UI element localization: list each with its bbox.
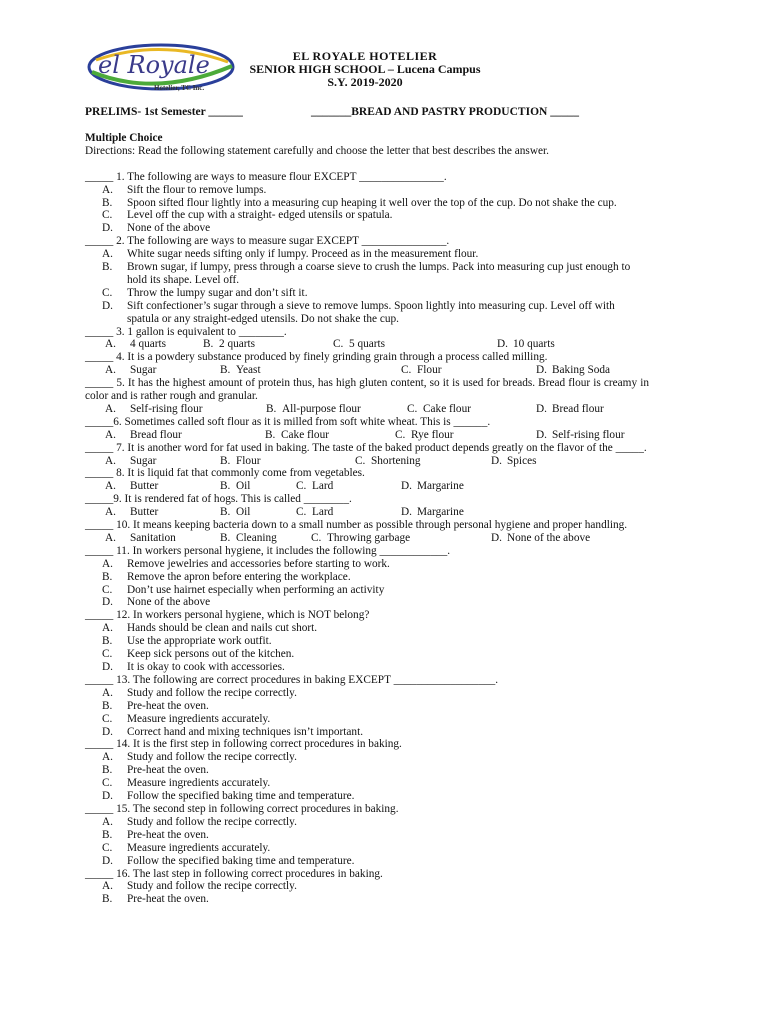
option-text: Butter	[130, 480, 159, 493]
option-item	[85, 248, 649, 261]
option-row	[85, 364, 649, 377]
option-letter: B.	[102, 570, 113, 583]
option-item	[85, 829, 649, 842]
option-text: Rye flour	[411, 428, 454, 441]
option-item	[85, 300, 649, 326]
option-item	[85, 571, 649, 584]
option-letter: B.	[220, 506, 231, 519]
option-text: Bread flour	[552, 402, 604, 415]
option-letter: A.	[102, 557, 113, 570]
question-text: _____ 5. It has the highest amount of protein thus, has high gluten content, so it is used for breads. Bread flour is creamy in color and is rather rough and granular.	[85, 377, 649, 403]
option-letter: D.	[102, 596, 113, 609]
option-text: Study and follow the recipe correctly.	[127, 815, 297, 828]
option-text: Flour	[236, 454, 261, 467]
option-letter: D.	[102, 790, 113, 803]
option-letter: C.	[102, 841, 113, 854]
option-text: 10 quarts	[513, 338, 555, 351]
question-text: _____ 13. The following are correct procedures in baking EXCEPT __________________.	[85, 673, 499, 686]
option-item	[85, 622, 649, 635]
option-text: Follow the specified baking time and temperature.	[127, 854, 355, 867]
option-item	[85, 726, 649, 739]
option-letter: C.	[311, 531, 322, 544]
option-text: Cake flour	[423, 402, 471, 415]
option-item	[85, 197, 649, 210]
question-item	[85, 803, 649, 868]
option-item	[85, 687, 649, 700]
question-item	[85, 351, 649, 377]
option-text: Self-rising flour	[130, 402, 203, 415]
option-letter: D.	[536, 428, 547, 441]
option-text: Study and follow the recipe correctly.	[127, 751, 297, 764]
spacer	[85, 158, 649, 171]
option-item	[85, 222, 649, 235]
school-year: S.Y. 2019-2020	[327, 75, 403, 89]
option-text: Throw the lumpy sugar and don’t sift it.	[127, 286, 308, 299]
option-text: 2 quarts	[219, 338, 256, 351]
option-item	[85, 648, 649, 661]
question-text: _____ 16. The last step in following correct procedures in baking.	[85, 867, 383, 880]
option-text: None of the above	[507, 531, 591, 544]
question-item	[85, 416, 649, 442]
option-letter: C.	[401, 364, 412, 377]
option-item	[85, 893, 649, 906]
option-letter: A.	[102, 622, 113, 635]
option-item	[85, 713, 649, 726]
option-letter: B.	[102, 196, 113, 209]
option-text: Baking Soda	[552, 364, 611, 377]
option-letter: B.	[265, 428, 276, 441]
option-letter: A.	[105, 480, 116, 493]
option-letter: A.	[102, 815, 113, 828]
option-text: Sugar	[130, 454, 157, 467]
option-letter: D.	[102, 299, 113, 312]
option-text: Margarine	[417, 480, 464, 493]
option-letter: A.	[105, 506, 116, 519]
option-letter: B.	[102, 699, 113, 712]
option-item	[85, 880, 649, 893]
exam-body	[85, 132, 649, 906]
option-letter: D.	[102, 725, 113, 738]
option-text: Lard	[312, 480, 334, 493]
option-letter: B.	[102, 893, 113, 906]
option-letter: D.	[401, 506, 412, 519]
option-letter: A.	[102, 183, 113, 196]
option-letter: B.	[220, 480, 231, 493]
option-letter: D.	[401, 480, 412, 493]
option-letter: C.	[102, 286, 113, 299]
option-letter: C.	[102, 712, 113, 725]
question-text: _____ 15. The second step in following correct procedures in baking.	[85, 802, 399, 815]
option-text: Brown sugar, if lumpy, press through a coarse sieve to crush the lumps. Pack into measuring cup just enough to hold its shape. Level off.	[127, 261, 631, 286]
option-item	[85, 661, 649, 674]
option-text: Measure ingredients accurately.	[127, 777, 271, 790]
option-letter: C.	[296, 506, 307, 519]
question-text: _____ 4. It is a powdery substance produced by finely grinding grain through a process called milling.	[85, 351, 548, 364]
question-item	[85, 674, 649, 739]
option-text: Sugar	[130, 364, 157, 377]
question-item	[85, 519, 649, 545]
option-letter: A.	[105, 428, 116, 441]
option-item	[85, 209, 649, 222]
option-text: Butter	[130, 506, 159, 519]
option-letter: A.	[105, 338, 116, 351]
option-item	[85, 790, 649, 803]
option-text: Measure ingredients accurately.	[127, 712, 271, 725]
option-item	[85, 700, 649, 713]
option-row	[85, 338, 649, 351]
question-text: _____ 1. The following are ways to measure flour EXCEPT _______________.	[85, 170, 447, 183]
campus-name: SENIOR HIGH SCHOOL – Lucena Campus	[249, 62, 481, 76]
option-text: White sugar needs sifting only if lumpy. Proceed as in the measurement flour.	[127, 248, 479, 261]
section-title: Multiple Choice	[85, 132, 163, 144]
option-letter: C.	[333, 338, 344, 351]
option-text: Throwing garbage	[327, 531, 411, 544]
option-item	[85, 777, 649, 790]
option-item	[85, 584, 649, 597]
question-item	[85, 738, 649, 803]
option-text: Sanitation	[130, 531, 176, 544]
school-header	[200, 50, 530, 89]
option-item	[85, 764, 649, 777]
question-item	[85, 442, 649, 468]
option-letter: D.	[491, 531, 502, 544]
option-letter: D.	[102, 222, 113, 235]
option-item	[85, 842, 649, 855]
option-text: It is okay to cook with accessories.	[127, 661, 285, 674]
question-item	[85, 609, 649, 674]
option-text: Pre-heat the oven.	[127, 764, 209, 777]
school-name: EL ROYALE HOTELIER	[292, 49, 438, 63]
option-text: Spoon sifted flour lightly into a measuring cup heaping it well over the top of the cup. Do not shake the cup.	[127, 196, 617, 209]
option-letter: B.	[220, 364, 231, 377]
option-item	[85, 635, 649, 648]
option-letter: A.	[102, 751, 113, 764]
option-letter: C.	[355, 454, 366, 467]
option-text: Self-rising flour	[552, 428, 625, 441]
question-text: _____ 11. In workers personal hygiene, it includes the following ____________.	[85, 544, 451, 557]
option-letter: B.	[102, 764, 113, 777]
option-text: None of the above	[127, 222, 211, 235]
option-row	[85, 506, 649, 519]
option-letter: A.	[102, 880, 113, 893]
option-letter: C.	[102, 583, 113, 596]
question-item	[85, 493, 649, 519]
question-item	[85, 326, 649, 352]
option-text: Remove jewelries and accessories before starting to work.	[127, 557, 390, 570]
option-letter: C.	[102, 777, 113, 790]
option-letter: D.	[497, 338, 508, 351]
option-item	[85, 751, 649, 764]
option-text: 5 quarts	[349, 338, 386, 351]
option-letter: A.	[102, 686, 113, 699]
option-letter: D.	[491, 454, 502, 467]
option-letter: B.	[102, 635, 113, 648]
option-letter: A.	[105, 454, 116, 467]
option-row	[85, 455, 649, 468]
option-letter: D.	[536, 364, 547, 377]
option-text: Don’t use hairnet especially when performing an activity	[127, 583, 385, 596]
option-item	[85, 596, 649, 609]
option-letter: C.	[296, 480, 307, 493]
option-letter: A.	[105, 364, 116, 377]
option-letter: A.	[102, 248, 113, 261]
option-letter: A.	[105, 402, 116, 415]
directions: Directions: Read the following statement carefully and choose the letter that best describes the answer.	[85, 144, 549, 157]
question-item	[85, 868, 649, 907]
option-text: Bread flour	[130, 428, 182, 441]
question-text: _____ 12. In workers personal hygiene, which is NOT belong?	[85, 609, 370, 622]
option-text: Pre-heat the oven.	[127, 893, 209, 906]
option-item	[85, 184, 649, 197]
option-row	[85, 532, 649, 545]
option-text: Yeast	[236, 364, 261, 377]
option-text: Spices	[507, 454, 537, 467]
option-row	[85, 480, 649, 493]
option-letter: C.	[102, 648, 113, 661]
question-text: _____ 10. It means keeping bacteria down to a small number as possible through personal hygiene and proper handling.	[85, 519, 628, 532]
option-text: Keep sick persons out of the kitchen.	[127, 648, 295, 661]
option-text: Pre-heat the oven.	[127, 699, 209, 712]
question-text: _____ 14. It is the first step in following correct procedures in baking.	[85, 738, 402, 751]
option-text: Oil	[236, 480, 251, 493]
subject-title: _______BREAD AND PASTRY PRODUCTION _____	[311, 106, 579, 118]
option-letter: C.	[407, 402, 418, 415]
logo-text: el Royale	[98, 51, 210, 79]
option-text: Measure ingredients accurately.	[127, 841, 271, 854]
question-item	[85, 467, 649, 493]
option-text: All-purpose flour	[282, 402, 361, 415]
question-item	[85, 235, 649, 325]
option-text: None of the above	[127, 596, 211, 609]
option-text: Cake flour	[281, 428, 329, 441]
option-text: Margarine	[417, 506, 464, 519]
exam-title-row	[85, 106, 650, 120]
option-item	[85, 261, 649, 287]
option-letter: D.	[102, 854, 113, 867]
option-letter: B.	[220, 454, 231, 467]
option-text: 4 quarts	[130, 338, 167, 351]
question-text: _____9. It is rendered fat of hogs. This is called ________.	[85, 493, 352, 506]
option-text: Study and follow the recipe correctly.	[127, 880, 297, 893]
logo-subtext: Hotelier, TC Inc.	[154, 84, 205, 92]
option-letter: D.	[102, 661, 113, 674]
option-text: Remove the apron before entering the workplace.	[127, 570, 351, 583]
question-text: _____ 8. It is liquid fat that commonly come from vegetables.	[85, 467, 365, 480]
option-text: Shortening	[371, 454, 421, 467]
option-text: Follow the specified baking time and temperature.	[127, 790, 355, 803]
option-row	[85, 429, 649, 442]
option-letter: B.	[220, 531, 231, 544]
option-text: Study and follow the recipe correctly.	[127, 686, 297, 699]
option-item	[85, 816, 649, 829]
option-item	[85, 287, 649, 300]
option-text: Cleaning	[236, 531, 277, 544]
option-letter: B.	[203, 338, 214, 351]
question-text: _____6. Sometimes called soft flour as it is milled from soft white wheat. This is ______.	[85, 415, 491, 428]
option-item	[85, 855, 649, 868]
option-letter: C.	[102, 209, 113, 222]
option-text: Lard	[312, 506, 334, 519]
option-letter: C.	[395, 428, 406, 441]
option-text: Sift the flour to remove lumps.	[127, 183, 267, 196]
question-text: _____ 7. It is another word for fat used in baking. The taste of the baked product depends greatly on the flavor of the _____.	[85, 441, 647, 454]
option-item	[85, 558, 649, 571]
option-text: Hands should be clean and nails cut short.	[127, 622, 318, 635]
question-list	[85, 171, 649, 907]
option-text: Level off the cup with a straight- edged utensils or spatula.	[127, 209, 393, 222]
option-letter: B.	[102, 261, 113, 274]
question-item	[85, 377, 649, 416]
question-text: _____ 3. 1 gallon is equivalent to ________.	[85, 325, 287, 338]
option-letter: D.	[536, 402, 547, 415]
question-text: _____ 2. The following are ways to measure sugar EXCEPT _______________.	[85, 235, 450, 248]
option-text: Pre-heat the oven.	[127, 828, 209, 841]
option-text: Oil	[236, 506, 251, 519]
option-letter: B.	[102, 828, 113, 841]
question-item	[85, 545, 649, 610]
question-item	[85, 171, 649, 236]
option-letter: A.	[105, 531, 116, 544]
option-text: Flour	[417, 364, 442, 377]
option-letter: B.	[266, 402, 277, 415]
option-text: Use the appropriate work outfit.	[127, 635, 272, 648]
exam-period: PRELIMS- 1st Semester ______	[85, 106, 243, 118]
option-row	[85, 403, 649, 416]
option-text: Sift confectioner’s sugar through a sieve to remove lumps. Spoon lightly into measuring cup. Level off with spatula or any straight-edged utensils. Do not shake the cup.	[127, 299, 615, 325]
option-text: Correct hand and mixing techniques isn’t important.	[127, 725, 364, 738]
